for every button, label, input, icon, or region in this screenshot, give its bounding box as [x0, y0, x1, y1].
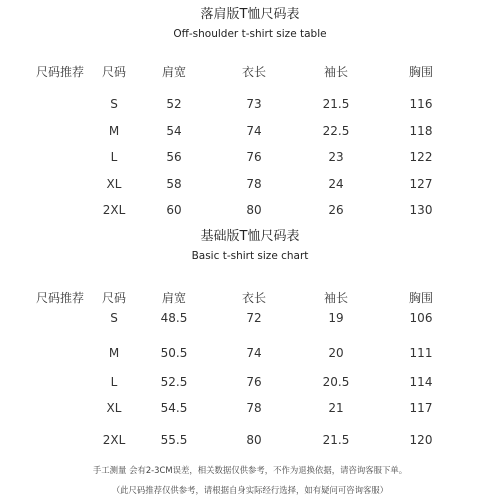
table-cell-size: S [110, 311, 118, 325]
basic-title-cn: 基础版T恤尺码表 [200, 229, 300, 244]
table-cell-shoulder: 52 [166, 97, 182, 111]
header-length: 衣长 [241, 291, 267, 305]
table-cell-length: 78 [246, 177, 262, 191]
table-cell-length: 74 [246, 346, 262, 360]
off-shoulder-title-cn: 落肩版T恤尺码表 [200, 7, 300, 22]
header-size: 尺码 [101, 65, 127, 79]
table-cell-length: 76 [246, 150, 262, 164]
table-cell-length: 72 [246, 311, 262, 325]
table-cell-size: M [108, 124, 120, 138]
table-cell-length: 74 [246, 124, 262, 138]
table-cell-sleeve: 23 [328, 150, 344, 164]
table-cell-shoulder: 50.5 [160, 346, 188, 360]
recommendation-note: （此尺码推荐仅供参考，请根据自身实际经行选择，如有疑问可咨询客服） [111, 485, 389, 495]
table-cell-size: L [110, 150, 118, 164]
table-cell-sleeve: 20.5 [322, 375, 350, 389]
table-cell-sleeve: 22.5 [322, 124, 350, 138]
header-size-recommendation: 尺码推荐 [36, 65, 85, 79]
table-cell-sleeve: 19 [328, 311, 344, 325]
header-size: 尺码 [101, 291, 127, 305]
table-cell-length: 80 [246, 203, 262, 217]
table-cell-chest: 120 [409, 433, 433, 447]
table-cell-size: 2XL [102, 203, 126, 217]
table-cell-shoulder: 56 [166, 150, 182, 164]
table-cell-chest: 117 [409, 401, 433, 415]
table-cell-shoulder: 48.5 [160, 311, 188, 325]
table-cell-shoulder: 60 [166, 203, 182, 217]
table-cell-length: 78 [246, 401, 262, 415]
table-cell-shoulder: 54.5 [160, 401, 188, 415]
table-cell-shoulder: 54 [166, 124, 182, 138]
header-chest: 胸围 [408, 65, 434, 79]
table-cell-chest: 111 [409, 346, 433, 360]
header-size-recommendation: 尺码推荐 [36, 291, 85, 305]
off-shoulder-size-table [0, 6, 500, 217]
table-cell-length: 80 [246, 433, 262, 447]
header-shoulder: 肩宽 [161, 65, 187, 79]
table-cell-size: XL [106, 177, 122, 191]
table-cell-shoulder: 52.5 [160, 375, 188, 389]
table-cell-sleeve: 21.5 [322, 433, 350, 447]
header-length: 衣长 [241, 65, 267, 79]
header-shoulder: 肩宽 [161, 291, 187, 305]
table-cell-chest: 130 [409, 203, 433, 217]
off-shoulder-title-en: Off-shoulder t-shirt size table [173, 28, 327, 40]
table-cell-chest: 106 [409, 311, 433, 325]
table-cell-length: 73 [246, 97, 262, 111]
table-cell-chest: 122 [409, 150, 433, 164]
table-cell-sleeve: 24 [328, 177, 344, 191]
table-cell-chest: 114 [409, 375, 433, 389]
table-cell-size: L [110, 375, 118, 389]
table-cell-length: 76 [246, 375, 262, 389]
basic-title-en: Basic t-shirt size chart [191, 250, 309, 262]
table-cell-sleeve: 26 [328, 203, 344, 217]
table-cell-chest: 116 [409, 97, 433, 111]
table-cell-chest: 127 [409, 177, 433, 191]
table-cell-size: XL [106, 401, 122, 415]
header-sleeve: 袖长 [323, 291, 349, 305]
table-cell-shoulder: 55.5 [160, 433, 188, 447]
table-cell-size: 2XL [102, 433, 126, 447]
size-notes [0, 464, 500, 496]
measurement-note: 手工测量 会有2-3CM误差，相关数据仅供参考，不作为退换依据，请咨询客服下单。 [92, 465, 408, 475]
table-cell-sleeve: 21 [328, 401, 344, 415]
header-chest: 胸围 [408, 291, 434, 305]
header-sleeve: 袖长 [323, 65, 349, 79]
table-cell-chest: 118 [409, 124, 433, 138]
table-cell-sleeve: 20 [328, 346, 344, 360]
table-cell-size: S [110, 97, 118, 111]
table-cell-size: M [108, 346, 120, 360]
basic-size-table [0, 228, 500, 447]
table-cell-sleeve: 21.5 [322, 97, 350, 111]
table-cell-shoulder: 58 [166, 177, 182, 191]
